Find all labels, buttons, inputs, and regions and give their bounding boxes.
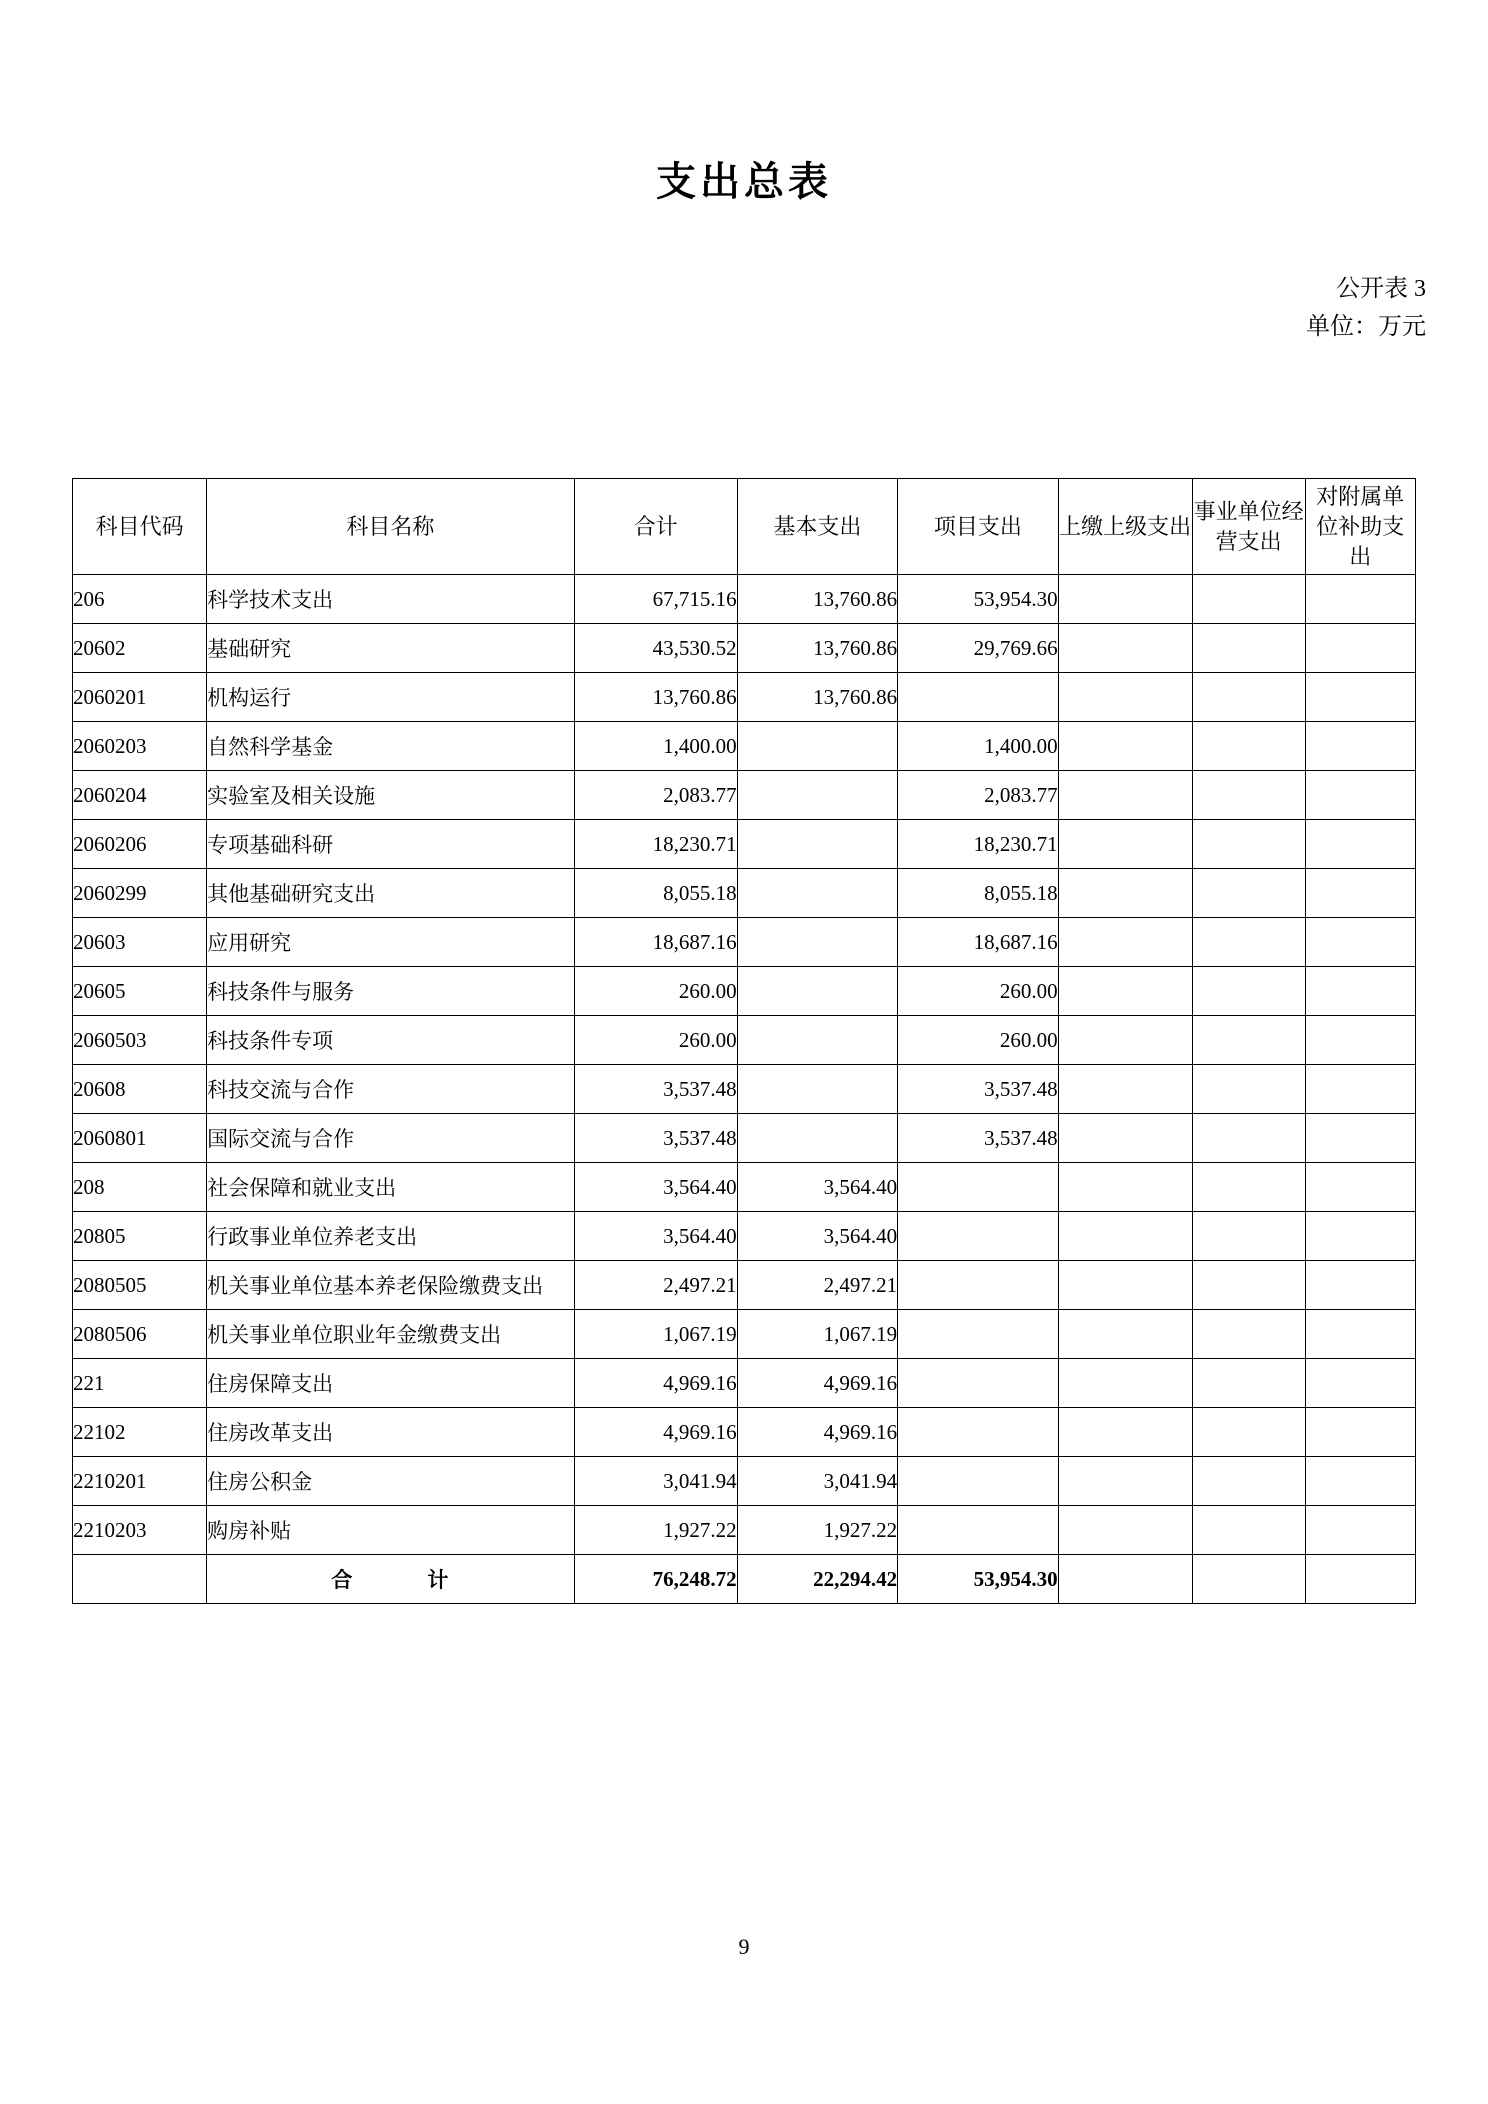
cell-operating-expenditure: [1192, 1016, 1305, 1065]
cell-upper-level-expenditure: [1058, 624, 1192, 673]
cell-subsidy-expenditure: [1305, 1506, 1415, 1555]
cell-upper-level-expenditure: [1058, 1310, 1192, 1359]
page-number: 9: [738, 1934, 750, 1959]
cell-project-expenditure: [898, 1408, 1059, 1457]
cell-subject-name: 科学技术支出: [207, 575, 574, 624]
column-header-name: 科目名称: [207, 479, 574, 575]
table-row: [73, 1065, 1416, 1114]
cell-subject-code: 208: [73, 1163, 207, 1212]
cell-total-code: [73, 1555, 207, 1604]
cell-basic-expenditure: [737, 967, 898, 1016]
table-row: [73, 722, 1416, 771]
cell-total: 3,041.94: [574, 1457, 737, 1506]
cell-total: 1,400.00: [574, 722, 737, 771]
cell-operating-expenditure: [1192, 967, 1305, 1016]
cell-subject-name: 住房改革支出: [207, 1408, 574, 1457]
column-header-total: 合计: [574, 479, 737, 575]
cell-subject-name: 自然科学基金: [207, 722, 574, 771]
cell-basic-expenditure: 1,067.19: [737, 1310, 898, 1359]
cell-subject-name: 其他基础研究支出: [207, 869, 574, 918]
cell-subject-code: 2210203: [73, 1506, 207, 1555]
cell-subject-code: 2060206: [73, 820, 207, 869]
cell-subject-name: 实验室及相关设施: [207, 771, 574, 820]
cell-project-expenditure: 1,400.00: [898, 722, 1059, 771]
cell-subject-code: 2080505: [73, 1261, 207, 1310]
table-row: [73, 1016, 1416, 1065]
cell-basic-expenditure: 13,760.86: [737, 673, 898, 722]
cell-subsidy-expenditure: [1305, 722, 1415, 771]
cell-subject-name: 社会保障和就业支出: [207, 1163, 574, 1212]
table-row: [73, 673, 1416, 722]
document-meta: [1306, 270, 1426, 346]
cell-subsidy-expenditure: [1305, 1065, 1415, 1114]
cell-subject-code: 2060201: [73, 673, 207, 722]
cell-total: 4,969.16: [574, 1408, 737, 1457]
cell-subject-code: 2060801: [73, 1114, 207, 1163]
cell-project-expenditure: [898, 1310, 1059, 1359]
cell-subsidy-expenditure: [1305, 1016, 1415, 1065]
cell-subsidy-expenditure: [1305, 918, 1415, 967]
table-row: [73, 820, 1416, 869]
cell-basic-expenditure: 3,564.40: [737, 1163, 898, 1212]
cell-subject-code: 2060203: [73, 722, 207, 771]
cell-operating-expenditure: [1192, 1163, 1305, 1212]
cell-subsidy-expenditure: [1305, 1114, 1415, 1163]
cell-total: 2,497.21: [574, 1261, 737, 1310]
cell-operating-expenditure: [1192, 1310, 1305, 1359]
cell-subsidy-expenditure: [1305, 624, 1415, 673]
cell-subject-name: 科技交流与合作: [207, 1065, 574, 1114]
cell-upper-level-expenditure: [1058, 1506, 1192, 1555]
cell-upper-level-expenditure: [1058, 1261, 1192, 1310]
cell-subsidy-expenditure: [1305, 1212, 1415, 1261]
cell-subject-name: 机关事业单位职业年金缴费支出: [207, 1310, 574, 1359]
cell-subject-name: 科技条件专项: [207, 1016, 574, 1065]
cell-subject-name: 机关事业单位基本养老保险缴费支出: [207, 1261, 574, 1310]
cell-total: 260.00: [574, 967, 737, 1016]
cell-operating-expenditure: [1192, 673, 1305, 722]
table-body: [73, 575, 1416, 1604]
cell-project-expenditure: 3,537.48: [898, 1065, 1059, 1114]
cell-upper-level-expenditure: [1058, 1163, 1192, 1212]
cell-subject-code: 221: [73, 1359, 207, 1408]
cell-basic-expenditure: 3,564.40: [737, 1212, 898, 1261]
cell-basic-expenditure: 4,969.16: [737, 1359, 898, 1408]
cell-subject-code: 20608: [73, 1065, 207, 1114]
cell-upper-level-expenditure: [1058, 771, 1192, 820]
cell-subject-code: 20805: [73, 1212, 207, 1261]
cell-project-expenditure: [898, 1359, 1059, 1408]
cell-upper-level-expenditure: [1058, 869, 1192, 918]
cell-operating-expenditure: [1192, 1065, 1305, 1114]
cell-operating-expenditure: [1192, 1457, 1305, 1506]
cell-basic-expenditure: [737, 1114, 898, 1163]
cell-subject-code: 2060299: [73, 869, 207, 918]
cell-upper-level-expenditure: [1058, 1114, 1192, 1163]
table-row: [73, 771, 1416, 820]
cell-operating-expenditure: [1192, 1408, 1305, 1457]
cell-operating-expenditure: [1192, 1261, 1305, 1310]
cell-total: 43,530.52: [574, 624, 737, 673]
cell-upper-level-expenditure: [1058, 722, 1192, 771]
cell-upper-level-expenditure: [1058, 1212, 1192, 1261]
cell-operating-expenditure: [1192, 918, 1305, 967]
column-header-basic: 基本支出: [737, 479, 898, 575]
cell-operating-expenditure: [1192, 820, 1305, 869]
cell-upper-level-expenditure: [1058, 1408, 1192, 1457]
cell-operating-expenditure: [1192, 575, 1305, 624]
cell-subject-name: 应用研究: [207, 918, 574, 967]
cell-basic-expenditure: 4,969.16: [737, 1408, 898, 1457]
table-row: [73, 1163, 1416, 1212]
cell-project-expenditure: 18,230.71: [898, 820, 1059, 869]
cell-subsidy-expenditure: [1305, 869, 1415, 918]
cell-subject-name: 行政事业单位养老支出: [207, 1212, 574, 1261]
table-row: [73, 1212, 1416, 1261]
cell-project-expenditure: [898, 1261, 1059, 1310]
cell-operating-expenditure: [1192, 1359, 1305, 1408]
cell-total-operating: [1192, 1555, 1305, 1604]
cell-basic-expenditure: [737, 1065, 898, 1114]
cell-basic-expenditure: [737, 1016, 898, 1065]
cell-total-label: [207, 1555, 574, 1604]
cell-upper-level-expenditure: [1058, 1359, 1192, 1408]
table-total-row: [73, 1555, 1416, 1604]
cell-operating-expenditure: [1192, 771, 1305, 820]
cell-operating-expenditure: [1192, 1506, 1305, 1555]
cell-project-expenditure: 53,954.30: [898, 575, 1059, 624]
cell-project-expenditure: 18,687.16: [898, 918, 1059, 967]
table-row: [73, 1310, 1416, 1359]
column-header-operating: 事业单位经营支出: [1192, 479, 1305, 575]
cell-subject-code: 22102: [73, 1408, 207, 1457]
cell-operating-expenditure: [1192, 624, 1305, 673]
cell-project-expenditure: [898, 673, 1059, 722]
table-header-row: [73, 479, 1416, 575]
cell-project-expenditure: 3,537.48: [898, 1114, 1059, 1163]
cell-subject-name: 专项基础科研: [207, 820, 574, 869]
cell-upper-level-expenditure: [1058, 1065, 1192, 1114]
cell-operating-expenditure: [1192, 869, 1305, 918]
cell-upper-level-expenditure: [1058, 575, 1192, 624]
cell-subsidy-expenditure: [1305, 673, 1415, 722]
cell-total: 18,230.71: [574, 820, 737, 869]
cell-total-sum: 76,248.72: [574, 1555, 737, 1604]
cell-subsidy-expenditure: [1305, 575, 1415, 624]
table-row: [73, 869, 1416, 918]
table-row: [73, 1506, 1416, 1555]
cell-subject-name: 住房公积金: [207, 1457, 574, 1506]
cell-upper-level-expenditure: [1058, 820, 1192, 869]
cell-basic-expenditure: 13,760.86: [737, 624, 898, 673]
cell-subsidy-expenditure: [1305, 1310, 1415, 1359]
cell-operating-expenditure: [1192, 722, 1305, 771]
cell-total: 1,067.19: [574, 1310, 737, 1359]
cell-upper-level-expenditure: [1058, 967, 1192, 1016]
cell-basic-expenditure: 13,760.86: [737, 575, 898, 624]
cell-basic-expenditure: [737, 722, 898, 771]
page-title: 支出总表: [656, 159, 832, 205]
cell-total: 3,537.48: [574, 1065, 737, 1114]
cell-project-expenditure: [898, 1212, 1059, 1261]
table-row: [73, 624, 1416, 673]
cell-basic-expenditure: 3,041.94: [737, 1457, 898, 1506]
cell-operating-expenditure: [1192, 1114, 1305, 1163]
cell-project-expenditure: 29,769.66: [898, 624, 1059, 673]
cell-subsidy-expenditure: [1305, 1457, 1415, 1506]
cell-subject-code: 2210201: [73, 1457, 207, 1506]
cell-upper-level-expenditure: [1058, 673, 1192, 722]
cell-total: 4,969.16: [574, 1359, 737, 1408]
cell-upper-level-expenditure: [1058, 1457, 1192, 1506]
cell-upper-level-expenditure: [1058, 1016, 1192, 1065]
total-label-right: 计: [427, 1568, 450, 1592]
cell-total-upper-level: [1058, 1555, 1192, 1604]
cell-subject-code: 20605: [73, 967, 207, 1016]
cell-project-expenditure: [898, 1163, 1059, 1212]
cell-subject-name: 住房保障支出: [207, 1359, 574, 1408]
cell-subsidy-expenditure: [1305, 820, 1415, 869]
cell-project-expenditure: 260.00: [898, 1016, 1059, 1065]
cell-total: 3,564.40: [574, 1212, 737, 1261]
cell-subject-code: 20602: [73, 624, 207, 673]
cell-subsidy-expenditure: [1305, 1163, 1415, 1212]
cell-total: 3,564.40: [574, 1163, 737, 1212]
cell-basic-expenditure: 1,927.22: [737, 1506, 898, 1555]
cell-basic-expenditure: [737, 869, 898, 918]
cell-total-project: 53,954.30: [898, 1555, 1059, 1604]
cell-total: 18,687.16: [574, 918, 737, 967]
cell-subject-code: 2060204: [73, 771, 207, 820]
cell-project-expenditure: [898, 1506, 1059, 1555]
table-header: [73, 479, 1416, 575]
cell-subject-name: 科技条件与服务: [207, 967, 574, 1016]
cell-subsidy-expenditure: [1305, 1261, 1415, 1310]
table-row: [73, 967, 1416, 1016]
cell-total: 260.00: [574, 1016, 737, 1065]
cell-upper-level-expenditure: [1058, 918, 1192, 967]
column-header-project: 项目支出: [898, 479, 1059, 575]
cell-total: 67,715.16: [574, 575, 737, 624]
cell-basic-expenditure: 2,497.21: [737, 1261, 898, 1310]
cell-operating-expenditure: [1192, 1212, 1305, 1261]
table-row: [73, 1457, 1416, 1506]
cell-subject-code: 2080506: [73, 1310, 207, 1359]
cell-subject-code: 20603: [73, 918, 207, 967]
cell-subject-name: 机构运行: [207, 673, 574, 722]
cell-project-expenditure: 260.00: [898, 967, 1059, 1016]
cell-basic-expenditure: [737, 918, 898, 967]
cell-total: 3,537.48: [574, 1114, 737, 1163]
total-label-left: 合: [331, 1568, 354, 1592]
cell-subject-name: 购房补贴: [207, 1506, 574, 1555]
table-row: [73, 1114, 1416, 1163]
cell-total-subsidy: [1305, 1555, 1415, 1604]
cell-project-expenditure: 2,083.77: [898, 771, 1059, 820]
cell-subject-code: 2060503: [73, 1016, 207, 1065]
cell-total: 1,927.22: [574, 1506, 737, 1555]
cell-subsidy-expenditure: [1305, 967, 1415, 1016]
table-row: [73, 1408, 1416, 1457]
table-row: [73, 575, 1416, 624]
cell-subject-name: 基础研究: [207, 624, 574, 673]
cell-subject-code: 206: [73, 575, 207, 624]
cell-project-expenditure: [898, 1457, 1059, 1506]
cell-total: 2,083.77: [574, 771, 737, 820]
expenditure-table-container: [72, 478, 1416, 1604]
form-label: 公开表 3: [1336, 276, 1426, 302]
cell-total: 8,055.18: [574, 869, 737, 918]
cell-subject-name: 国际交流与合作: [207, 1114, 574, 1163]
cell-subsidy-expenditure: [1305, 1408, 1415, 1457]
column-header-code: 科目代码: [73, 479, 207, 575]
cell-total: 13,760.86: [574, 673, 737, 722]
cell-total-basic: 22,294.42: [737, 1555, 898, 1604]
column-header-upper-level: 上缴上级支出: [1058, 479, 1192, 575]
table-row: [73, 1359, 1416, 1408]
column-header-subsidy: 对附属单位补助支出: [1305, 479, 1415, 575]
cell-basic-expenditure: [737, 820, 898, 869]
cell-subsidy-expenditure: [1305, 771, 1415, 820]
cell-basic-expenditure: [737, 771, 898, 820]
unit-label: 单位：万元: [1306, 314, 1426, 340]
table-row: [73, 918, 1416, 967]
expenditure-summary-table: [72, 478, 1416, 1604]
cell-subsidy-expenditure: [1305, 1359, 1415, 1408]
cell-project-expenditure: 8,055.18: [898, 869, 1059, 918]
table-row: [73, 1261, 1416, 1310]
